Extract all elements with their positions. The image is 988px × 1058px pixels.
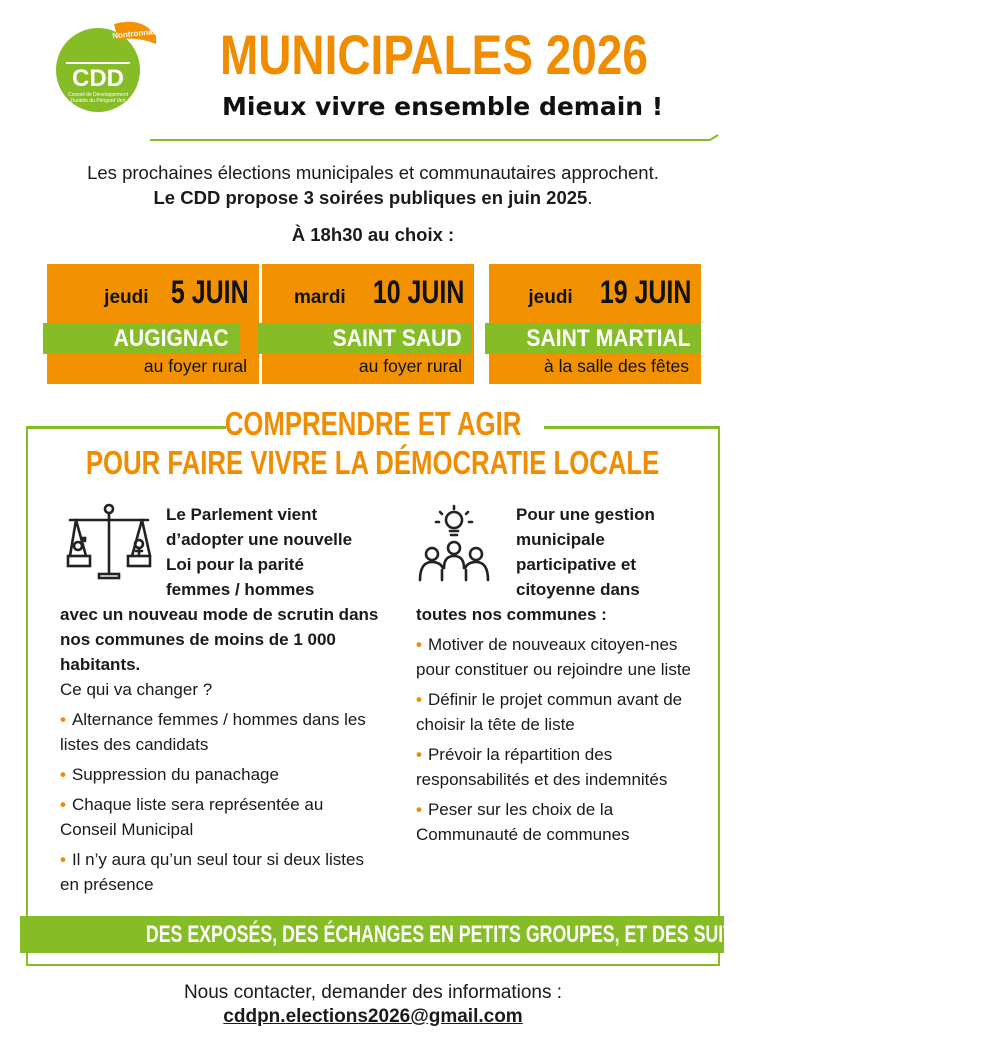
event-date [104,274,249,311]
contact-email-link[interactable]: cddpn.elections2026@gmail.com [223,1006,523,1027]
right-lead-line: participative et [516,555,636,574]
event-venue: au foyer rural [358,356,462,376]
page-title: MUNICIPALES 2026 [220,23,648,86]
section-title-1-text: COMPRENDRE ET AGIR [224,405,522,442]
intro-line-2-text: Le CDD propose 3 soirées publiques en juin 2025 [153,187,588,208]
list-item-text: Prévoir la répartition des responsabilités et des indemnités [416,745,668,789]
event-date [528,274,691,311]
left-lead-rest: avec un nouveau mode de scrutin dans nos communes de moins de 1 000 habitants. [60,605,379,674]
list-item-text: Chaque liste sera représentée au Conseil Municipal [60,795,324,839]
event-place [43,323,239,354]
left-lead-line: Loi pour la parité [166,555,304,574]
page-subtitle: Mieux vivre ensemble demain ! [222,92,664,121]
bottom-banner-text: DES EXPOSÉS, DES ÉCHANGES EN PETITS GROUPES, ET DES SUITES À DONNER. [145,921,863,948]
list-item [60,792,380,842]
list-item [60,707,380,757]
right-lead-line: municipale [516,530,605,549]
bullet-dot-icon: • [416,635,422,654]
event-place-label: SAINT MARTIAL [526,325,691,352]
left-lead-line: Le Parlement vient [166,505,318,524]
list-item-text: Peser sur les choix de la Communauté de communes [416,800,630,844]
bullet-dot-icon: • [60,850,66,869]
list-item-text: Motiver de nouveaux citoyen-nes pour constituer ou rejoindre une liste [416,635,691,679]
list-item [416,632,706,682]
left-question: Ce qui va changer ? [60,680,213,699]
right-column [416,502,706,847]
event-card-augignac [47,264,259,384]
intro-line-2-end: . [587,187,593,208]
event-day: mardi [293,287,346,308]
intro-line-1: Les prochaines élections municipales et communautaires approchent. [87,162,659,183]
bullet-dot-icon: • [60,765,66,784]
event-day: jeudi [528,287,573,308]
list-item [416,687,706,737]
logo-line1: Conseil de Développement [67,92,129,98]
list-item [416,797,706,847]
list-item [60,762,380,787]
bullet-dot-icon: • [416,745,422,764]
right-lead-line: citoyenne dans [516,580,640,599]
left-lead-line: d’adopter une nouvelle [166,530,353,549]
list-item [416,742,706,792]
header-rule [150,134,720,142]
event-venue: au foyer rural [143,356,247,376]
list-item-text: Alternance femmes / hommes dans les listes des candidats [60,710,366,754]
list-item-text: Suppression du panachage [71,765,279,784]
bullet-dot-icon: • [60,710,66,729]
cdd-logo [52,14,162,114]
right-lead-rest: toutes nos communes : [416,605,607,624]
event-card-saint-martial [489,264,701,384]
event-date-num: 19 JUIN [599,274,691,310]
event-place-label: AUGIGNAC [114,325,229,352]
list-item-text: Définir le projet commun avant de choisir la tête de liste [416,690,683,734]
event-day: jeudi [104,287,149,308]
left-lead-line: femmes / hommes [166,580,315,599]
event-venue: à la salle des fêtes [544,356,689,376]
event-date-num: 5 JUIN [171,274,249,310]
bullet-dot-icon: • [60,795,66,814]
section-title-1 [0,405,746,443]
event-place [258,323,472,354]
contact-line: Nous contacter, demander des informations : [183,982,563,1003]
logo-line2: Durable du Périgord Vert [70,98,126,104]
logo-badge: Nontronnais [111,26,160,41]
list-item [60,847,380,897]
intro-line-3: À 18h30 au choix : [291,224,455,245]
event-place-label: SAINT SAUD [332,325,462,352]
event-date [294,274,464,311]
logo-name: CDD [72,65,124,92]
section-title-2 [0,444,746,482]
event-card-saint-saud [262,264,474,384]
bullet-dot-icon: • [416,690,422,709]
section-title-2-text: POUR FAIRE VIVRE LA DÉMOCRATIE LOCALE [86,444,660,481]
right-lead-line: Pour une gestion [516,505,655,524]
bottom-banner [20,916,863,953]
event-date-num: 10 JUIN [372,274,464,310]
intro-line-2 [0,187,746,209]
list-item-text: Il n’y aura qu’un seul tour si deux listes en présence [60,850,364,894]
left-column [60,502,380,897]
event-place [485,323,701,354]
bullet-dot-icon: • [416,800,422,819]
